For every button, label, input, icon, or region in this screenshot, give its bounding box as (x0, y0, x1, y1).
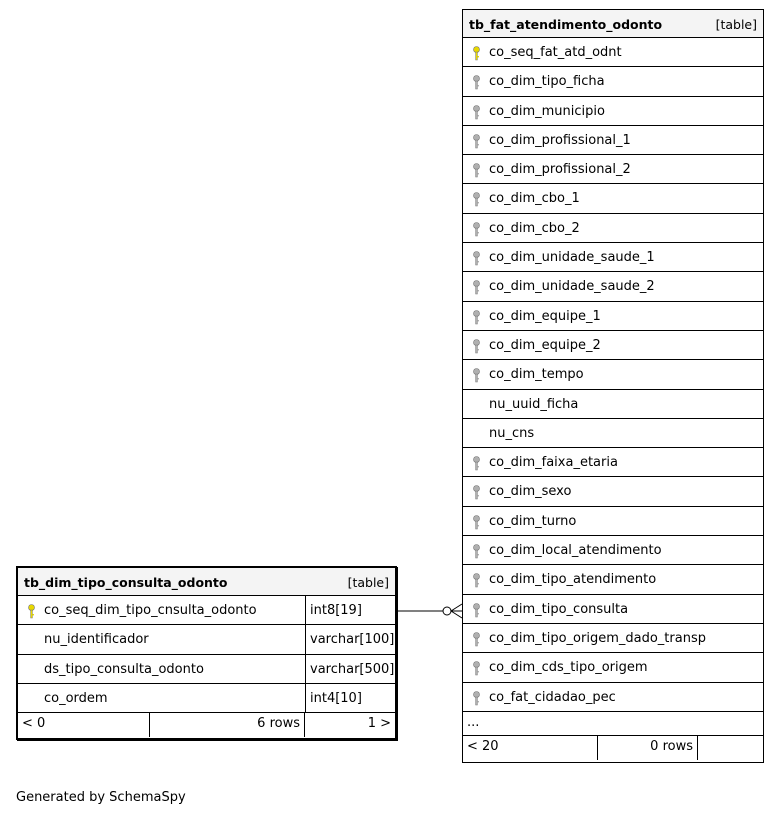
generator-credit: Generated by SchemaSpy (16, 790, 186, 805)
children-link[interactable]: 1 > (367, 716, 391, 732)
crows-foot-upper (451, 604, 462, 611)
table-kind: [table] (715, 17, 757, 32)
column-name: co_dim_unidade_saude_1 (489, 250, 655, 266)
table-name[interactable]: tb_dim_tipo_consulta_odonto (24, 575, 228, 590)
column-name: co_dim_profissional_1 (489, 132, 631, 148)
column-name: co_dim_tipo_consulta (489, 601, 629, 617)
column-type: int4[10] (305, 684, 395, 712)
column-name: nu_cns (489, 425, 535, 441)
column-name: co_dim_tipo_atendimento (489, 572, 657, 588)
column-name: co_seq_dim_tipo_cnsulta_odonto (44, 603, 257, 618)
column-name: co_dim_sexo (489, 484, 572, 500)
column-name: co_dim_equipe_1 (489, 308, 601, 324)
column-name: co_dim_local_atendimento (489, 543, 662, 559)
column-name: co_dim_profissional_2 (489, 162, 631, 178)
ellipsis-text: ... (467, 714, 480, 730)
column-name: co_dim_faixa_etaria (489, 455, 618, 471)
column-name: co_dim_cbo_2 (489, 220, 580, 236)
column-name: co_dim_turno (489, 513, 577, 529)
column-name: co_dim_tipo_origem_dado_transp (489, 630, 706, 646)
row-count: 6 rows (150, 713, 305, 737)
column-type: int8[19] (305, 596, 395, 624)
column-name: co_dim_municipio (489, 103, 605, 119)
column-name: nu_identificador (44, 632, 149, 648)
column-name: co_dim_cds_tipo_origem (489, 660, 648, 676)
column-name: co_dim_cbo_1 (489, 191, 580, 207)
column-name: co_dim_tipo_ficha (489, 74, 605, 90)
column-name: nu_uuid_ficha (489, 396, 579, 412)
zero-optional-marker (443, 607, 451, 615)
table-kind: [table] (347, 575, 389, 590)
table-name[interactable]: tb_fat_atendimento_odonto (469, 17, 663, 32)
crows-foot-lower (451, 611, 462, 618)
column-type: varchar[500] (305, 655, 395, 683)
column-name: co_fat_cidadao_pec (489, 689, 616, 705)
row-count: 0 rows (598, 736, 698, 760)
parents-link[interactable]: < 0 (18, 713, 150, 737)
column-name: co_dim_unidade_saude_2 (489, 279, 655, 295)
parents-link[interactable]: < 20 (463, 736, 598, 760)
column-type: varchar[100] (305, 625, 395, 653)
column-name: co_ordem (44, 690, 108, 706)
column-name: co_dim_equipe_2 (489, 337, 601, 353)
column-name: co_seq_fat_atd_odnt (489, 45, 622, 60)
column-name: ds_tipo_consulta_odonto (44, 661, 204, 677)
column-name: co_dim_tempo (489, 367, 584, 383)
